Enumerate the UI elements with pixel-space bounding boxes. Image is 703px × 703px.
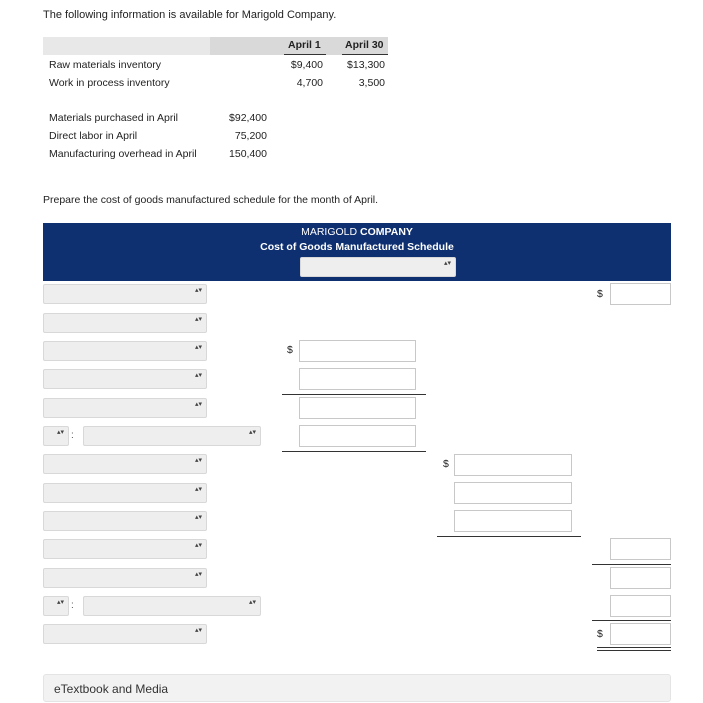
value-direct-labor: 75,200	[234, 130, 267, 142]
line-item-select[interactable]	[43, 284, 207, 304]
col-header-april1: April 1	[288, 39, 321, 51]
select-arrow-icon: ▴▾	[194, 344, 202, 351]
total-rule	[282, 451, 426, 452]
select-arrow-icon: ▴▾	[194, 542, 202, 549]
colon-separator: :	[71, 430, 74, 441]
amount-input[interactable]	[299, 425, 416, 447]
label-materials-purchased: Materials purchased in April	[49, 112, 178, 124]
line-item-select[interactable]	[43, 624, 207, 644]
amount-input[interactable]	[299, 368, 416, 390]
select-arrow-icon: ▴▾	[194, 457, 202, 464]
operator-select[interactable]	[43, 426, 69, 446]
amount-input[interactable]	[610, 595, 671, 617]
value-materials-purchased: $92,400	[229, 112, 267, 124]
amount-input[interactable]	[610, 623, 671, 645]
colon-separator: :	[71, 600, 74, 611]
dollar-sign: $	[443, 458, 449, 470]
intro-text: The following information is available for Marigold Company.	[43, 9, 337, 21]
line-item-select[interactable]	[43, 369, 207, 389]
select-arrow-icon: ▴▾	[248, 429, 256, 436]
dollar-sign: $	[597, 288, 603, 300]
etextbook-media-link[interactable]: eTextbook and Media	[43, 674, 671, 702]
operator-select[interactable]	[43, 596, 69, 616]
select-arrow-icon: ▴▾	[56, 599, 64, 606]
line-item-select[interactable]	[43, 539, 207, 559]
dollar-sign: $	[597, 628, 603, 640]
select-arrow-icon: ▴▾	[194, 401, 202, 408]
header-underline	[284, 54, 326, 55]
line-item-select[interactable]	[43, 341, 207, 361]
select-arrow-icon: ▴▾	[194, 486, 202, 493]
raw-materials-april30: $13,300	[347, 59, 385, 71]
amount-input[interactable]	[610, 283, 671, 305]
company-name	[43, 226, 671, 238]
label-direct-labor: Direct labor in April	[49, 130, 138, 142]
header-underline	[342, 54, 388, 55]
company-name-suffix: COMPANY	[360, 226, 413, 238]
amount-input[interactable]	[610, 538, 671, 560]
total-rule	[592, 620, 671, 621]
line-item-select[interactable]	[43, 568, 207, 588]
double-rule-bottom	[597, 650, 671, 651]
line-item-select[interactable]	[43, 313, 207, 333]
amount-input[interactable]	[454, 510, 572, 532]
amount-input[interactable]	[610, 567, 671, 589]
label-manufacturing-overhead: Manufacturing overhead in April	[49, 148, 197, 160]
total-rule	[437, 536, 581, 537]
select-arrow-icon: ▴▾	[194, 316, 202, 323]
period-select[interactable]	[300, 257, 456, 277]
instruction-text: Prepare the cost of goods manufactured schedule for the month of April.	[43, 194, 379, 206]
row-label-raw-materials: Raw materials inventory	[49, 59, 162, 71]
col-header-april30: April 30	[345, 39, 384, 51]
line-item-select[interactable]	[43, 483, 207, 503]
line-item-select[interactable]	[43, 454, 207, 474]
row-label-wip: Work in process inventory	[49, 77, 170, 89]
wip-april1: 4,700	[296, 77, 323, 89]
amount-input[interactable]	[454, 482, 572, 504]
select-arrow-icon: ▴▾	[194, 514, 202, 521]
line-item-select[interactable]	[43, 511, 207, 531]
amount-input[interactable]	[299, 340, 416, 362]
select-arrow-icon: ▴▾	[194, 287, 202, 294]
total-rule	[282, 394, 426, 395]
select-arrow-icon: ▴▾	[194, 627, 202, 634]
select-arrow-icon: ▴▾	[248, 599, 256, 606]
double-rule-top	[597, 647, 671, 648]
raw-materials-april1: $9,400	[290, 59, 323, 71]
total-rule	[592, 564, 671, 565]
schedule-title: Cost of Goods Manufactured Schedule	[260, 241, 454, 253]
select-arrow-icon: ▴▾	[56, 429, 64, 436]
wip-april30: 3,500	[358, 77, 385, 89]
select-arrow-icon: ▴▾	[194, 571, 202, 578]
value-manufacturing-overhead: 150,400	[229, 148, 267, 160]
line-item-select[interactable]	[83, 426, 261, 446]
inventory-table-header	[43, 37, 388, 55]
dollar-sign: $	[287, 344, 293, 356]
amount-input[interactable]	[299, 397, 416, 419]
select-arrow-icon: ▴▾	[443, 260, 451, 267]
select-arrow-icon: ▴▾	[194, 372, 202, 379]
company-name-prefix: MARIGOLD	[301, 226, 358, 238]
amount-input[interactable]	[454, 454, 572, 476]
line-item-select[interactable]	[43, 398, 207, 418]
line-item-select[interactable]	[83, 596, 261, 616]
